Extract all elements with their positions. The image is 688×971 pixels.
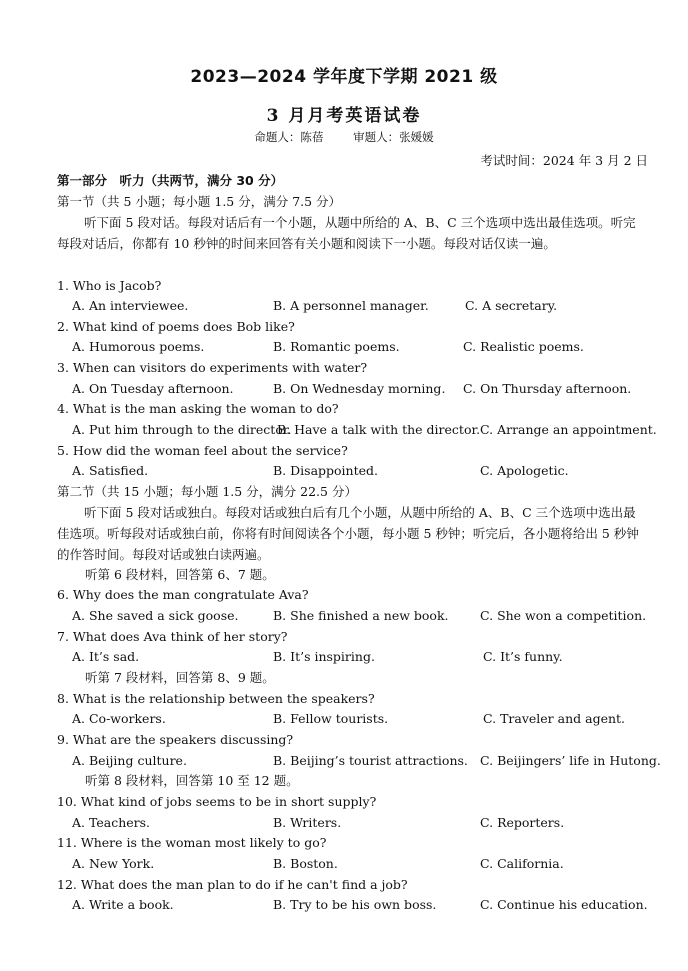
- q11-option-b: B. Boston.: [273, 856, 338, 871]
- q4-option-c: C. Arrange an appointment.: [480, 422, 657, 437]
- exam-subtitle: 3 月月考英语试卷: [266, 106, 422, 126]
- q7-option-b: B. It’s inspiring.: [273, 649, 375, 664]
- q3-option-c: C. On Thursday afternoon.: [463, 381, 632, 396]
- author-name: 命题人：陈蓓: [254, 130, 324, 144]
- q11-option-c: C. California.: [480, 856, 564, 871]
- question-11: 11. Where is the woman most likely to go?: [57, 835, 327, 850]
- q10-option-a: A. Teachers.: [72, 815, 151, 830]
- q2-option-c: C. Realistic poems.: [463, 339, 584, 354]
- material-8-note: 听第 8 段材料，回答第 10 至 12 题。: [85, 773, 299, 788]
- q8-option-c: C. Traveler and agent.: [483, 711, 626, 726]
- q1-option-b: B. A personnel manager.: [273, 298, 429, 313]
- q1-option-a: A. An interviewee.: [72, 298, 189, 313]
- material-6-note: 听第 6 段材料，回答第 6、7 题。: [85, 567, 275, 582]
- reviewer-name: 审题人：张媛媛: [353, 130, 434, 144]
- question-4: 4. What is the man asking the woman to do?: [57, 401, 339, 416]
- q2-option-b: B. Romantic poems.: [273, 339, 400, 354]
- question-6: 6. Why does the man congratulate Ava?: [57, 587, 309, 602]
- q5-option-a: A. Satisfied.: [72, 463, 149, 478]
- q11-option-a: A. New York.: [72, 856, 155, 871]
- q2-option-a: A. Humorous poems.: [72, 339, 205, 354]
- exam-time: 考试时间：2024 年 3 月 2 日: [480, 153, 648, 168]
- q4-option-b: B. Have a talk with the director.: [277, 422, 481, 437]
- q4-option-a: A. Put him through to the director.: [72, 422, 292, 437]
- exam-title: 2023—2024 学年度下学期 2021 级: [190, 67, 498, 87]
- part1-heading: 第一部分 听力（共两节，满分 30 分）: [57, 173, 284, 188]
- section1-heading: 第一节（共 5 小题；每小题 1.5 分，满分 7.5 分）: [57, 194, 342, 209]
- q7-option-a: A. It’s sad.: [72, 649, 140, 664]
- q9-option-b: B. Beijing’s tourist attractions.: [273, 753, 468, 768]
- q10-option-b: B. Writers.: [273, 815, 342, 830]
- q12-option-b: B. Try to be his own boss.: [273, 897, 437, 912]
- question-3: 3. When can visitors do experiments with water?: [57, 360, 368, 375]
- section2-heading: 第二节（共 15 小题；每小题 1.5 分，满分 22.5 分）: [57, 484, 357, 499]
- section1-instructions: 听下面 5 段对话。每段对话后有一个小题，从题中所给的 A、B、C 三个选项中选出最佳选项。听完每段对话后，你都有 10 秒钟的时间来回答有关小题和阅读下一小题。每段对话仅读一遍。: [57, 215, 636, 251]
- q1-option-c: C. A secretary.: [465, 298, 558, 313]
- q3-option-a: A. On Tuesday afternoon.: [72, 381, 234, 396]
- q6-option-b: B. She finished a new book.: [273, 608, 449, 623]
- question-5: 5. How did the woman feel about the service?: [57, 443, 348, 458]
- q5-option-b: B. Disappointed.: [273, 463, 378, 478]
- question-8: 8. What is the relationship between the speakers?: [57, 691, 375, 706]
- material-7-note: 听第 7 段材料，回答第 8、9 题。: [85, 670, 275, 685]
- q5-option-c: C. Apologetic.: [480, 463, 569, 478]
- q9-option-c: C. Beijingers’ life in Hutong.: [480, 753, 661, 768]
- question-1: 1. Who is Jacob?: [57, 278, 162, 293]
- q8-option-b: B. Fellow tourists.: [273, 711, 389, 726]
- q7-option-c: C. It’s funny.: [483, 649, 563, 664]
- q10-option-c: C. Reporters.: [480, 815, 565, 830]
- question-9: 9. What are the speakers discussing?: [57, 732, 294, 747]
- question-10: 10. What kind of jobs seems to be in short supply?: [57, 794, 377, 809]
- q12-option-c: C. Continue his education.: [480, 897, 648, 912]
- q6-option-a: A. She saved a sick goose.: [72, 608, 239, 623]
- q6-option-c: C. She won a competition.: [480, 608, 647, 623]
- q9-option-a: A. Beijing culture.: [72, 753, 187, 768]
- question-2: 2. What kind of poems does Bob like?: [57, 319, 295, 334]
- q12-option-a: A. Write a book.: [72, 897, 174, 912]
- q8-option-a: A. Co-workers.: [72, 711, 166, 726]
- question-12: 12. What does the man plan to do if he can't find a job?: [57, 877, 408, 892]
- author-line: [0, 129, 688, 145]
- q3-option-b: B. On Wednesday morning.: [273, 381, 446, 396]
- section2-instructions: 听下面 5 段对话或独白。每段对话或独白后有几个小题，从题中所给的 A、B、C 三个选项中选出最佳选项。听每段对话或独白前，你将有时间阅读各个小题，每小题 5 秒钟；听完后，各小题将给出 5 秒钟的作答时间。每段对话或独白读两遍。: [57, 505, 639, 562]
- question-7: 7. What does Ava think of her story?: [57, 629, 288, 644]
